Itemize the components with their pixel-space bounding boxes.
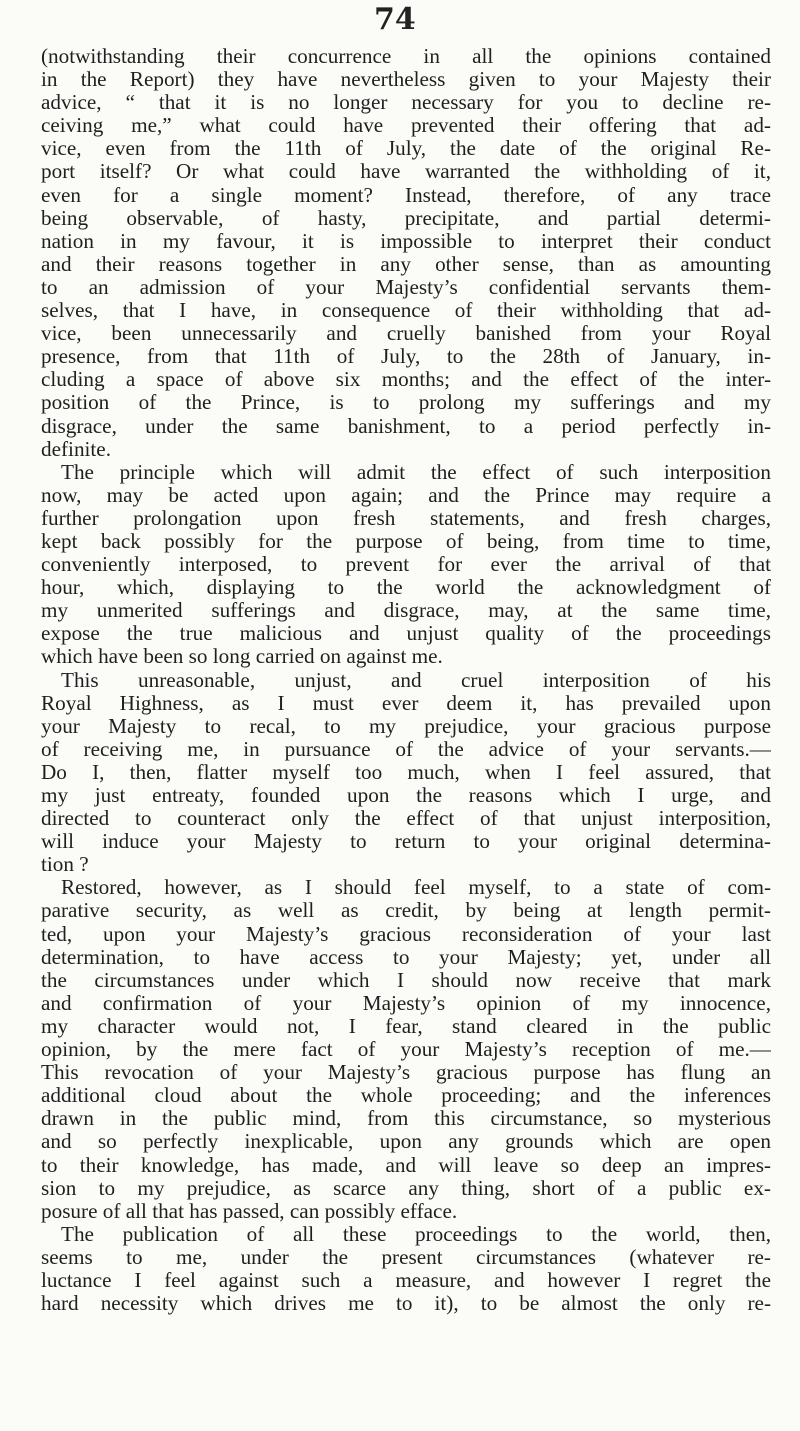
text-line: This revocation of your Majesty’s gracious purpose has flung an bbox=[41, 1061, 771, 1085]
page-number: 74 bbox=[374, 2, 416, 37]
text-line: my unmerited sufferings and disgrace, may, at the same time, bbox=[41, 599, 771, 623]
text-line: cluding a space of above six months; and the effect of the inter- bbox=[41, 368, 771, 392]
text-line: conveniently interposed, to prevent for ever the arrival of that bbox=[41, 553, 771, 577]
text-line: position of the Prince, is to prolong my sufferings and my bbox=[41, 391, 771, 415]
text-line: expose the true malicious and unjust quality of the proceedings bbox=[41, 622, 771, 646]
text-line: my character would not, I fear, stand cleared in the public bbox=[41, 1014, 771, 1038]
text-line: opinion, by the mere fact of your Majesty’s reception of me.— bbox=[41, 1038, 771, 1062]
text-line: Restored, however, as I should feel myself, to a state of com- bbox=[61, 876, 771, 900]
text-line: parative security, as well as credit, by being at length permit- bbox=[41, 899, 771, 923]
text-line: additional cloud about the whole proceeding; and the inferences bbox=[41, 1084, 771, 1108]
text-line: the circumstances under which I should now receive that mark bbox=[41, 968, 771, 992]
text-line: selves, that I have, in consequence of their withholding that ad- bbox=[41, 299, 771, 323]
text-line: and their reasons together in any other sense, than as amounting bbox=[41, 252, 771, 276]
text-line: Do I, then, flatter myself too much, when I feel assured, that bbox=[41, 760, 771, 784]
text-line: kept back possibly for the purpose of being, from time to time, bbox=[41, 529, 771, 553]
text-line: (notwithstanding their concurrence in all the opinions contained bbox=[41, 45, 771, 68]
text-line: and so perfectly inexplicable, upon any grounds which are open bbox=[41, 1130, 771, 1154]
text-line: seems to me, under the present circumstances (whatever re- bbox=[41, 1245, 771, 1269]
text-line: presence, from that 11th of July, to the 28th of January, in- bbox=[41, 345, 771, 369]
text-line: port itself? Or what could have warranted the withholding of it, bbox=[41, 160, 771, 184]
text-line: nation in my favour, it is impossible to interpret their conduct bbox=[41, 229, 771, 253]
text-line: even for a single moment? Instead, therefore, of any trace bbox=[41, 183, 771, 207]
text-line: advice, “ that it is no longer necessary for you to decline re- bbox=[41, 91, 771, 115]
text-line: tion ? bbox=[41, 853, 89, 877]
text-line: vice, even from the 11th of July, the date of the original Re- bbox=[41, 137, 771, 161]
text-line: in the Report) they have nevertheless given to your Majesty their bbox=[41, 68, 771, 92]
text-line: This unreasonable, unjust, and cruel interposition of his bbox=[61, 668, 771, 692]
text-line: and confirmation of your Majesty’s opinion of my innocence, bbox=[41, 991, 771, 1015]
text-line: determination, to have access to your Majesty; yet, under all bbox=[41, 945, 771, 969]
body-text bbox=[41, 45, 771, 1315]
text-line: hard necessity which drives me to it), to be almost the only re- bbox=[41, 1292, 771, 1316]
text-line: drawn in the public mind, from this circumstance, so mysterious bbox=[41, 1107, 771, 1131]
text-line: The principle which will admit the effect of such interposition bbox=[61, 460, 771, 484]
text-line: directed to counteract only the effect of that unjust interposition, bbox=[41, 807, 771, 831]
text-line: disgrace, under the same banishment, to a period perfectly in- bbox=[41, 414, 771, 438]
text-line: your Majesty to recal, to my prejudice, your gracious purpose bbox=[41, 714, 771, 738]
text-line: ceiving me,” what could have prevented their offering that ad- bbox=[41, 114, 771, 138]
text-line: Royal Highness, as I must ever deem it, has prevailed upon bbox=[41, 691, 771, 715]
text-line: to their knowledge, has made, and will leave so deep an impres- bbox=[41, 1153, 771, 1177]
text-line: luctance I feel against such a measure, and however I regret the bbox=[41, 1268, 771, 1292]
text-line: to an admission of your Majesty’s confidential servants them- bbox=[41, 275, 771, 299]
text-line: which have been so long carried on against me. bbox=[41, 645, 443, 669]
text-line: being observable, of hasty, precipitate, and partial determi- bbox=[41, 206, 771, 230]
text-line: now, may be acted upon again; and the Prince may require a bbox=[41, 483, 771, 507]
text-line: vice, been unnecessarily and cruelly banished from your Royal bbox=[41, 322, 771, 346]
text-line: ted, upon your Majesty’s gracious reconsideration of your last bbox=[41, 922, 771, 946]
text-line: my just entreaty, founded upon the reasons which I urge, and bbox=[41, 784, 771, 807]
text-line: will induce your Majesty to return to your original determina- bbox=[41, 830, 771, 854]
text-line: sion to my prejudice, as scarce any thing, short of a public ex- bbox=[41, 1176, 771, 1200]
text-line: hour, which, displaying to the world the acknowledgment of bbox=[41, 576, 771, 600]
text-line: of receiving me, in pursuance of the advice of your servants.— bbox=[41, 737, 771, 761]
text-line: further prolongation upon fresh statements, and fresh charges, bbox=[41, 506, 771, 530]
text-line: definite. bbox=[41, 437, 112, 461]
text-line: posure of all that has passed, can possibly efface. bbox=[41, 1199, 458, 1223]
text-line: The publication of all these proceedings to the world, then, bbox=[61, 1222, 771, 1246]
